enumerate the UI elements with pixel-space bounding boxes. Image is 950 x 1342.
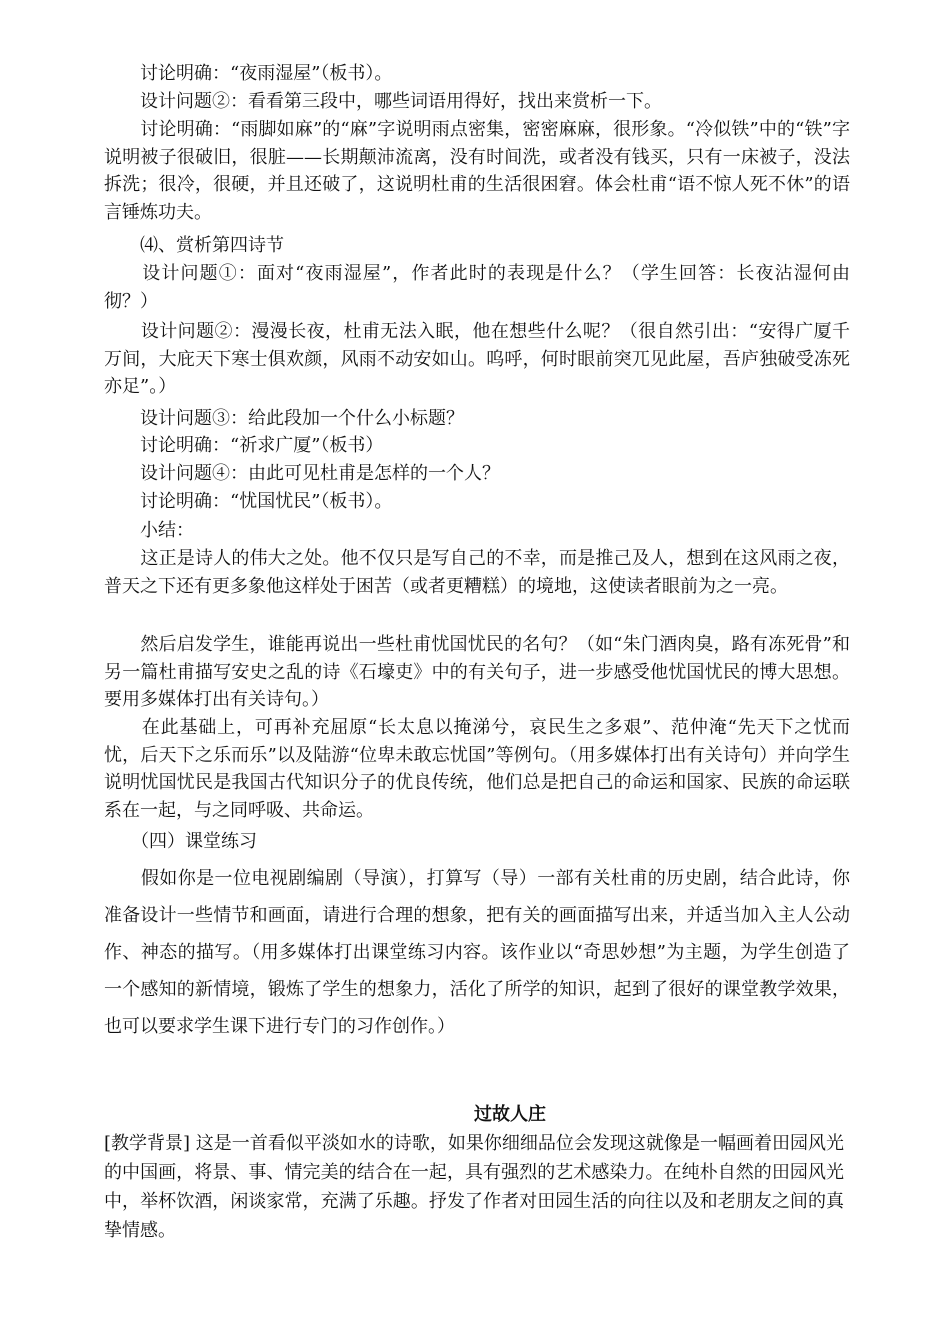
paragraph-s4-discussion-4: 讨论明确：“忧国忧民”（板书）。 — [104, 491, 393, 512]
paragraph-question-2: 设计问题②：看看第三段中，哪些词语用得好，找出来赏析一下。 — [104, 91, 662, 112]
paragraph-section-4-heading: ⑷、赏析第四诗节 — [104, 235, 284, 256]
paragraph-s4-question-4: 设计问题④：由此可见杜甫是怎样的一个人？ — [104, 463, 500, 484]
paragraph-s4-question-1: 设计问题①：面对“夜雨湿屋”，作者此时的表现是什么？（学生回答：长夜沾湿何由彻？） — [104, 263, 850, 312]
paragraph-discussion-1: 讨论明确：“夜雨湿屋”（板书）。 — [104, 63, 393, 84]
paragraph-s4-question-2: 设计问题②：漫漫长夜，杜甫无法入眠，他在想些什么呢？（很自然引出：“安得广厦千万间，大庇天下寒士俱欢颜，风雨不动安如山。呜呼，何时眼前突兀见此屋，吾庐独破受冻死亦足”。） — [104, 321, 850, 397]
teaching-background: [教学背景] 这是一首看似平淡如水的诗歌，如果你细细品位会发现这就像是一幅画着田园风光的中国画，将景、事、情完美的结合在一起，具有强烈的艺术感染力。在纯朴自然的田园风光中，举杯饮酒，闲谈家常，充满了乐趣。抒发了作者对田园生活的向往以及和老朋友之间的真挚情感。 — [104, 1133, 844, 1241]
paragraph-exercise-heading: （四）课堂练习 — [104, 831, 257, 852]
paragraph-summary: 这正是诗人的伟大之处。他不仅只是写自己的不幸，而是推己及人，想到在这风雨之夜，普天之下还有更多象他这样处于困苦（或者更糟糕）的境地，这使读者眼前为之一亮。 — [104, 548, 850, 597]
paragraph-inspire: 然后启发学生，谁能再说出一些杜甫忧国忧民的名句？（如“朱门酒肉臭，路有冻死骨”和另一篇杜甫描写安史之乱的诗《石壕吏》中的有关句子，进一步感受他忧国忧民的博大思想。要用多媒体打出有关诗句。） — [104, 634, 850, 710]
paragraph-summary-heading: 小结： — [104, 520, 194, 541]
paragraph-s4-question-3: 设计问题③：给此段加一个什么小标题？ — [104, 408, 464, 429]
paragraph-s4-discussion-3: 讨论明确：“祈求广厦”（板书） — [104, 435, 384, 456]
paragraph-discussion-2: 讨论明确：“雨脚如麻”的“麻”字说明雨点密集，密密麻麻，很形象。“冷似铁”中的“铁”字说明被子很破旧，很脏——长期颠沛流离，没有时间洗，或者没有钱买，只有一床被子，没法拆洗；很冷，很硬，并且还破了，这说明杜甫的生活很困窘。体会杜甫“语不惊人死不休”的语言锤炼功夫。 — [104, 119, 850, 223]
paragraph-exercise: 假如你是一位电视剧编剧（导演），打算写（导）一部有关杜甫的历史剧，结合此诗，你准备设计一些情节和画面，请进行合理的想象，把有关的画面描写出来，并适当加入主人公动作、神态的描写。（用多媒体打出课堂练习内容。该作业以“奇思妙想”为主题，为学生创造了一个感知的新情境，锻炼了学生的想象力，活化了所学的知识，起到了很好的课堂教学效果，也可以要求学生课下进行专门的习作创作。） — [104, 868, 850, 1037]
lesson-title: 过故人庄 — [474, 1104, 546, 1125]
paragraph-supplement: 在此基础上，可再补充屈原“长太息以掩涕兮，哀民生之多艰”、范仲淹“先天下之忧而忧，后天下之乐而乐”以及陆游“位卑未敢忘忧国”等例句。（用多媒体打出有关诗句）并向学生说明忧国忧民是我国古代知识分子的优良传统，他们总是把自己的命运和国家、民族的命运联系在一起，与之同呼吸、共命运。 — [104, 717, 850, 821]
